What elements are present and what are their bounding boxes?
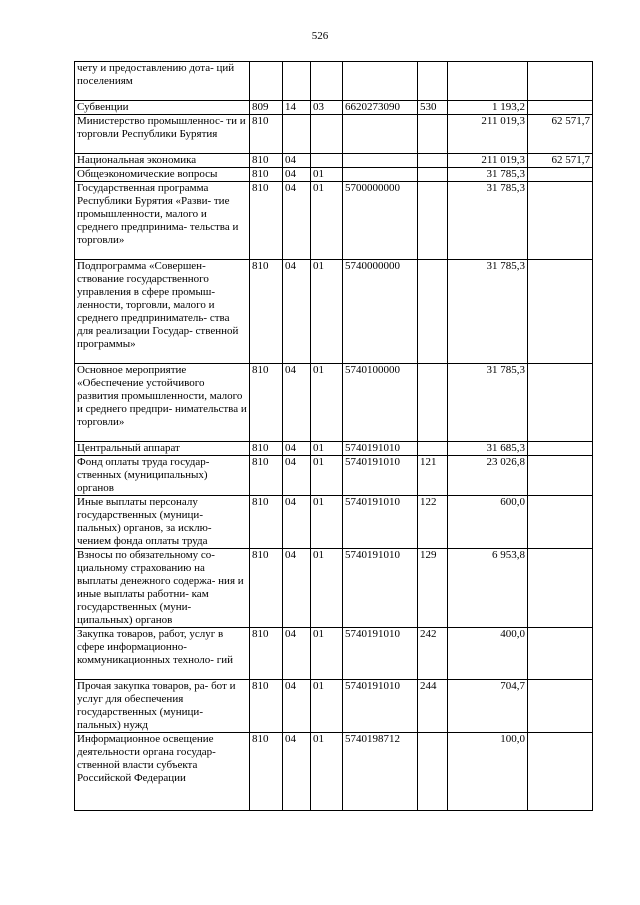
target-article-code bbox=[343, 154, 418, 168]
ministry-code bbox=[250, 62, 283, 101]
target-article-code: 5740000000 bbox=[343, 260, 418, 364]
target-article-code: 5740191010 bbox=[343, 549, 418, 628]
table-row bbox=[75, 260, 593, 364]
subsection-code: 01 bbox=[311, 680, 343, 733]
expense-item-name: Подпрограмма «Совершен- ствование государственного управления в сфере промыш- ленности, торговли, малого и среднего предприниматель- ства для реализации Государ- ственной программы» bbox=[75, 260, 250, 364]
subsection-code: 01 bbox=[311, 364, 343, 442]
target-article-code: 6620273090 bbox=[343, 101, 418, 115]
expense-item-name: Прочая закупка товаров, ра- бот и услуг для обеспечения государственных (муници- пальных) нужд bbox=[75, 680, 250, 733]
target-article-code: 5740191010 bbox=[343, 496, 418, 549]
amount-value: 704,7 bbox=[448, 680, 528, 733]
table-row bbox=[75, 101, 593, 115]
ministry-code: 810 bbox=[250, 549, 283, 628]
expense-type-code bbox=[418, 182, 448, 260]
subsection-code: 01 bbox=[311, 442, 343, 456]
subvention-amount-value bbox=[528, 456, 593, 496]
subvention-amount-value bbox=[528, 260, 593, 364]
expense-type-code bbox=[418, 62, 448, 101]
subsection-code: 03 bbox=[311, 101, 343, 115]
expense-item-name: Министерство промышленнос- ти и торговли Республики Бурятия bbox=[75, 115, 250, 154]
expense-type-code bbox=[418, 364, 448, 442]
expense-item-name: Национальная экономика bbox=[75, 154, 250, 168]
subvention-amount-value bbox=[528, 101, 593, 115]
expense-type-code bbox=[418, 154, 448, 168]
table-row bbox=[75, 115, 593, 154]
ministry-code: 810 bbox=[250, 496, 283, 549]
target-article-code: 5700000000 bbox=[343, 182, 418, 260]
ministry-code: 810 bbox=[250, 680, 283, 733]
ministry-code: 810 bbox=[250, 154, 283, 168]
target-article-code bbox=[343, 62, 418, 101]
expense-type-code: 244 bbox=[418, 680, 448, 733]
amount-value: 211 019,3 bbox=[448, 154, 528, 168]
expense-type-code: 530 bbox=[418, 101, 448, 115]
subvention-amount-value bbox=[528, 364, 593, 442]
table-row bbox=[75, 496, 593, 549]
amount-value: 400,0 bbox=[448, 628, 528, 680]
subvention-amount-value bbox=[528, 496, 593, 549]
expense-item-name: Иные выплаты персоналу государственных (муници- пальных) органов, за исклю- чением фонда оплаты труда bbox=[75, 496, 250, 549]
section-code: 04 bbox=[283, 168, 311, 182]
target-article-code bbox=[343, 168, 418, 182]
expense-item-name: Информационное освещение деятельности органа государ- ственной власти субъекта Российской Федерации bbox=[75, 733, 250, 811]
target-article-code: 5740191010 bbox=[343, 628, 418, 680]
target-article-code bbox=[343, 115, 418, 154]
expense-item-name: Взносы по обязательному со- циальному страхованию на выплаты денежного содержа- ния и иные выплаты работни- кам государственных (муни- ципальных) органов bbox=[75, 549, 250, 628]
expense-item-name: Центральный аппарат bbox=[75, 442, 250, 456]
ministry-code: 810 bbox=[250, 260, 283, 364]
section-code: 04 bbox=[283, 496, 311, 549]
expense-type-code bbox=[418, 733, 448, 811]
amount-value: 23 026,8 bbox=[448, 456, 528, 496]
expense-type-code: 122 bbox=[418, 496, 448, 549]
subvention-amount-value bbox=[528, 182, 593, 260]
ministry-code: 810 bbox=[250, 456, 283, 496]
target-article-code: 5740100000 bbox=[343, 364, 418, 442]
subsection-code: 01 bbox=[311, 168, 343, 182]
expense-item-name: Субвенции bbox=[75, 101, 250, 115]
table-row bbox=[75, 680, 593, 733]
expense-item-name: Основное мероприятие «Обеспечение устойчивого развития промышленности, малого и среднего предпри- нимательства и торговли» bbox=[75, 364, 250, 442]
amount-value: 100,0 bbox=[448, 733, 528, 811]
subsection-code bbox=[311, 115, 343, 154]
table-row bbox=[75, 456, 593, 496]
table-row bbox=[75, 733, 593, 811]
section-code: 04 bbox=[283, 442, 311, 456]
section-code: 04 bbox=[283, 364, 311, 442]
expense-item-name: Закупка товаров, работ, услуг в сфере информационно- коммуникационных техноло- гий bbox=[75, 628, 250, 680]
expense-item-name: Общеэкономические вопросы bbox=[75, 168, 250, 182]
amount-value: 1 193,2 bbox=[448, 101, 528, 115]
subsection-code: 01 bbox=[311, 733, 343, 811]
budget-table bbox=[74, 61, 593, 811]
table-row bbox=[75, 182, 593, 260]
subvention-amount-value bbox=[528, 628, 593, 680]
subvention-amount-value bbox=[528, 442, 593, 456]
amount-value: 31 785,3 bbox=[448, 182, 528, 260]
expense-type-code: 129 bbox=[418, 549, 448, 628]
section-code bbox=[283, 62, 311, 101]
page-number: 526 bbox=[311, 30, 329, 42]
amount-value: 31 785,3 bbox=[448, 168, 528, 182]
expense-item-name: Государственная программа Республики Бурятия «Разви- тие промышленности, малого и среднего предпринима- тельства и торговли» bbox=[75, 182, 250, 260]
ministry-code: 810 bbox=[250, 364, 283, 442]
subsection-code: 01 bbox=[311, 549, 343, 628]
section-code: 04 bbox=[283, 456, 311, 496]
ministry-code: 810 bbox=[250, 168, 283, 182]
amount-value: 31 685,3 bbox=[448, 442, 528, 456]
section-code: 04 bbox=[283, 182, 311, 260]
section-code: 14 bbox=[283, 101, 311, 115]
ministry-code: 809 bbox=[250, 101, 283, 115]
table-row bbox=[75, 168, 593, 182]
amount-value: 31 785,3 bbox=[448, 364, 528, 442]
target-article-code: 5740191010 bbox=[343, 442, 418, 456]
subvention-amount-value: 62 571,7 bbox=[528, 115, 593, 154]
expense-type-code bbox=[418, 442, 448, 456]
amount-value: 6 953,8 bbox=[448, 549, 528, 628]
subsection-code: 01 bbox=[311, 628, 343, 680]
ministry-code: 810 bbox=[250, 115, 283, 154]
subvention-amount-value: 62 571,7 bbox=[528, 154, 593, 168]
table-row bbox=[75, 154, 593, 168]
section-code: 04 bbox=[283, 733, 311, 811]
subvention-amount-value bbox=[528, 733, 593, 811]
target-article-code: 5740191010 bbox=[343, 456, 418, 496]
expense-item-name: Фонд оплаты труда государ- ственных (муниципальных) органов bbox=[75, 456, 250, 496]
section-code: 04 bbox=[283, 628, 311, 680]
subvention-amount-value bbox=[528, 168, 593, 182]
subsection-code: 01 bbox=[311, 260, 343, 364]
subvention-amount-value bbox=[528, 62, 593, 101]
subvention-amount-value bbox=[528, 549, 593, 628]
ministry-code: 810 bbox=[250, 182, 283, 260]
expense-item-name: чету и предоставлению дота- ций поселениям bbox=[75, 62, 250, 101]
subvention-amount-value bbox=[528, 680, 593, 733]
table-row bbox=[75, 364, 593, 442]
subsection-code bbox=[311, 154, 343, 168]
subsection-code bbox=[311, 62, 343, 101]
expense-type-code bbox=[418, 115, 448, 154]
subsection-code: 01 bbox=[311, 496, 343, 549]
amount-value bbox=[448, 62, 528, 101]
target-article-code: 5740198712 bbox=[343, 733, 418, 811]
target-article-code: 5740191010 bbox=[343, 680, 418, 733]
table-row bbox=[75, 628, 593, 680]
ministry-code: 810 bbox=[250, 733, 283, 811]
table-row bbox=[75, 549, 593, 628]
ministry-code: 810 bbox=[250, 628, 283, 680]
expense-type-code bbox=[418, 260, 448, 364]
amount-value: 211 019,3 bbox=[448, 115, 528, 154]
subsection-code: 01 bbox=[311, 182, 343, 260]
section-code: 04 bbox=[283, 260, 311, 364]
expense-type-code bbox=[418, 168, 448, 182]
table-row bbox=[75, 442, 593, 456]
amount-value: 31 785,3 bbox=[448, 260, 528, 364]
expense-type-code: 242 bbox=[418, 628, 448, 680]
table-row bbox=[75, 62, 593, 101]
ministry-code: 810 bbox=[250, 442, 283, 456]
section-code: 04 bbox=[283, 549, 311, 628]
section-code: 04 bbox=[283, 680, 311, 733]
subsection-code: 01 bbox=[311, 456, 343, 496]
section-code bbox=[283, 115, 311, 154]
amount-value: 600,0 bbox=[448, 496, 528, 549]
expense-type-code: 121 bbox=[418, 456, 448, 496]
table-body bbox=[75, 62, 593, 811]
section-code: 04 bbox=[283, 154, 311, 168]
